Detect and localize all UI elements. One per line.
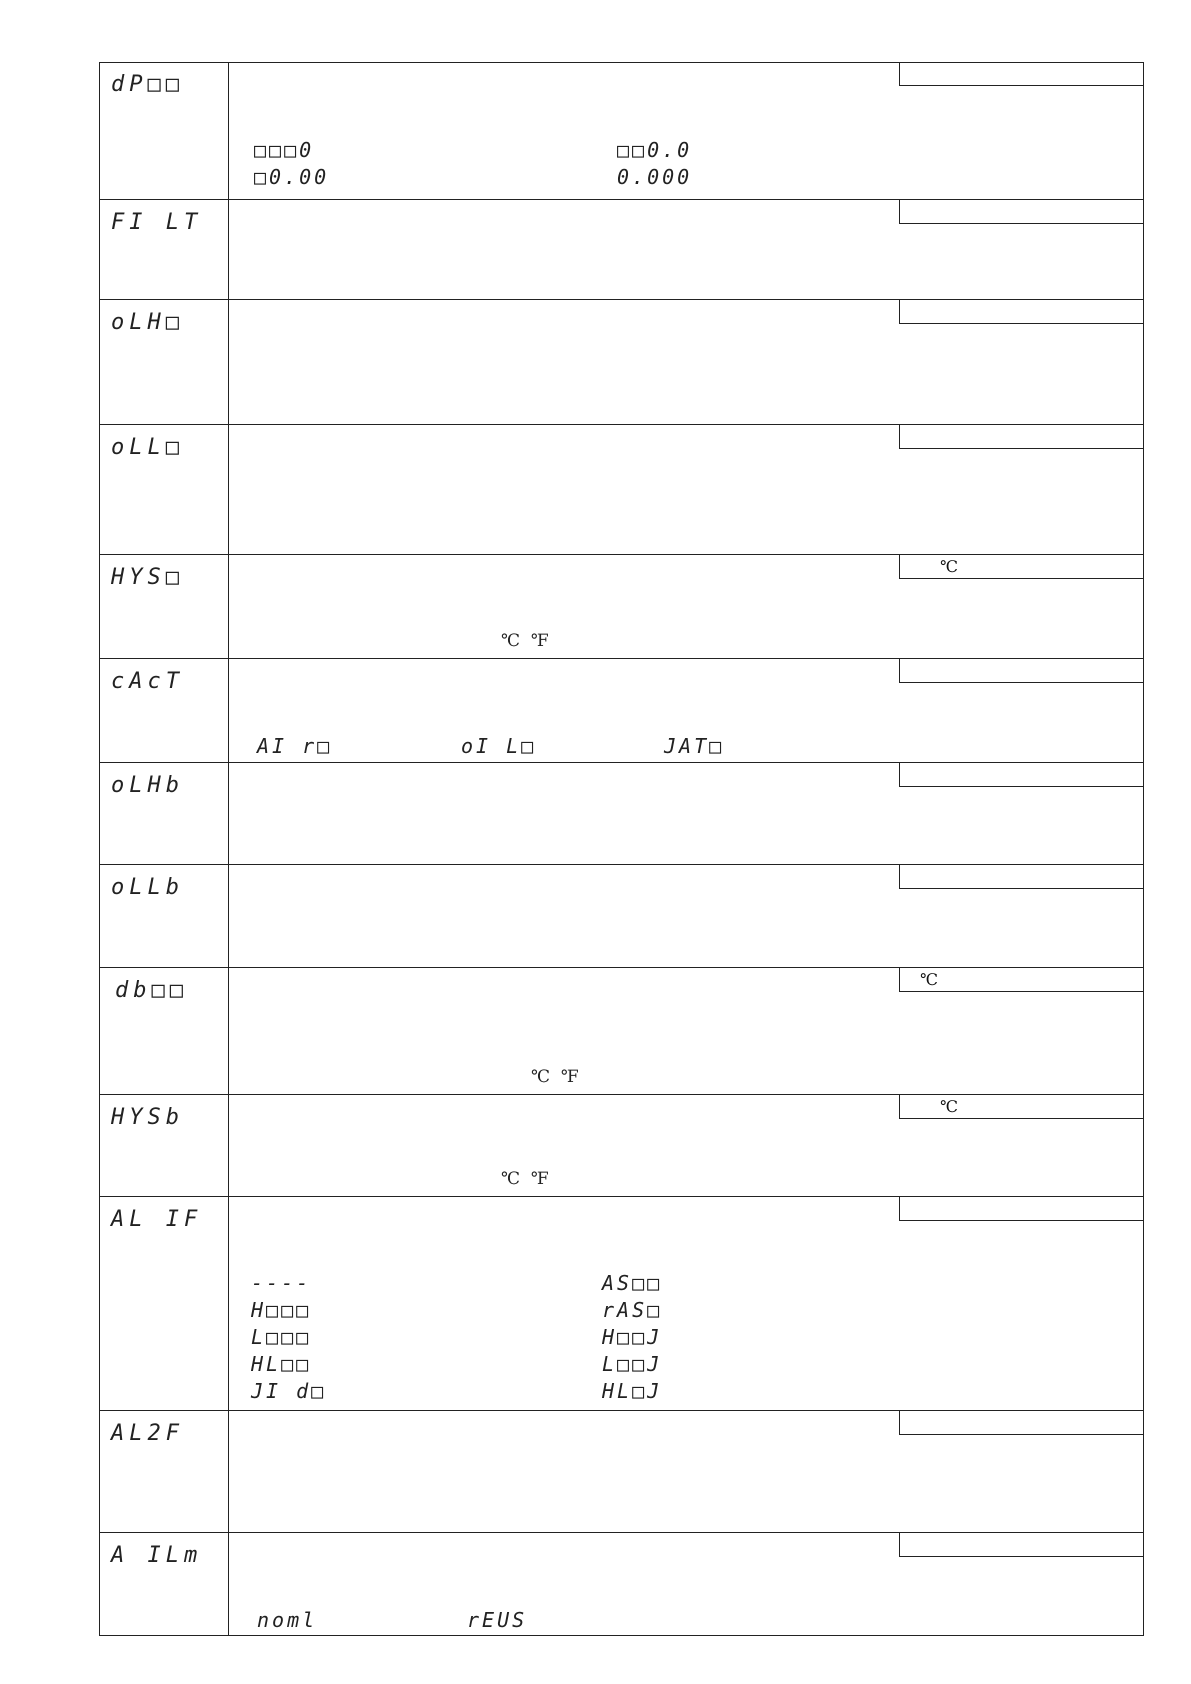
default-value-box	[899, 300, 1144, 324]
unit-label: ℃ ℉	[531, 1067, 579, 1087]
default-value-box	[899, 425, 1144, 449]
parameter-code: AL2F	[111, 1421, 184, 1446]
table-row	[99, 299, 1144, 424]
option-code: 0.000	[617, 165, 693, 189]
default-value-box	[899, 200, 1144, 224]
option-code: JI d□	[251, 1379, 327, 1403]
table-row	[99, 864, 1144, 967]
option-code: □□□0	[254, 138, 315, 162]
parameter-code: cAcT	[111, 669, 184, 694]
default-value-box	[899, 1533, 1144, 1557]
table-row	[99, 199, 1144, 299]
parameter-code: oLH□	[111, 310, 184, 335]
default-value-box	[899, 62, 1144, 86]
table-row	[99, 554, 1144, 658]
table-row	[99, 62, 1144, 199]
table-row	[99, 1410, 1144, 1532]
parameter-code: oLLb	[111, 875, 184, 900]
table-row	[99, 1532, 1144, 1636]
default-value-box: ℃	[899, 1095, 1144, 1119]
option-code: HL□□	[251, 1352, 312, 1376]
table-row	[99, 762, 1144, 864]
option-code: H□□□	[251, 1298, 312, 1322]
table-row	[99, 1196, 1144, 1410]
table-row	[99, 658, 1144, 762]
parameter-code: A ILm	[111, 1543, 203, 1568]
option-code: HL□J	[602, 1379, 663, 1403]
option-code: noml	[257, 1608, 318, 1632]
option-code: H□□J	[602, 1325, 663, 1349]
option-code: rAS□	[602, 1298, 663, 1322]
unit-label: ℃ ℉	[501, 631, 549, 651]
option-code: oI L□	[461, 734, 537, 758]
parameter-code: FI LT	[111, 210, 203, 235]
table-row	[99, 967, 1144, 1094]
default-value-box	[899, 763, 1144, 787]
table-row	[99, 1094, 1144, 1196]
default-value-box: ℃	[899, 555, 1144, 579]
option-code: □□0.0	[617, 138, 693, 162]
parameter-code: db□□	[115, 978, 188, 1003]
default-value-box	[899, 659, 1144, 683]
parameter-code: AL IF	[111, 1207, 203, 1232]
default-value-box	[899, 865, 1144, 889]
parameter-code: oLHb	[111, 773, 184, 798]
default-value-box: ℃	[899, 968, 1144, 992]
option-code: L□□□	[251, 1325, 312, 1349]
column-divider	[228, 62, 229, 1636]
default-value-box	[899, 1197, 1144, 1221]
option-code: L□□J	[602, 1352, 663, 1376]
parameter-code: HYSb	[111, 1105, 184, 1130]
table-row	[99, 424, 1144, 554]
option-code: rEUS	[467, 1608, 528, 1632]
option-code: □0.00	[254, 165, 330, 189]
parameter-code: dP□□	[111, 72, 184, 97]
default-value-box	[899, 1411, 1144, 1435]
option-code: JAT□	[664, 734, 725, 758]
option-code: AS□□	[602, 1271, 663, 1295]
unit-label: ℃ ℉	[501, 1169, 549, 1189]
option-code: ----	[251, 1271, 312, 1295]
parameter-code: oLL□	[111, 435, 184, 460]
parameter-code: HYS□	[111, 565, 184, 590]
option-code: AI r□	[257, 734, 333, 758]
